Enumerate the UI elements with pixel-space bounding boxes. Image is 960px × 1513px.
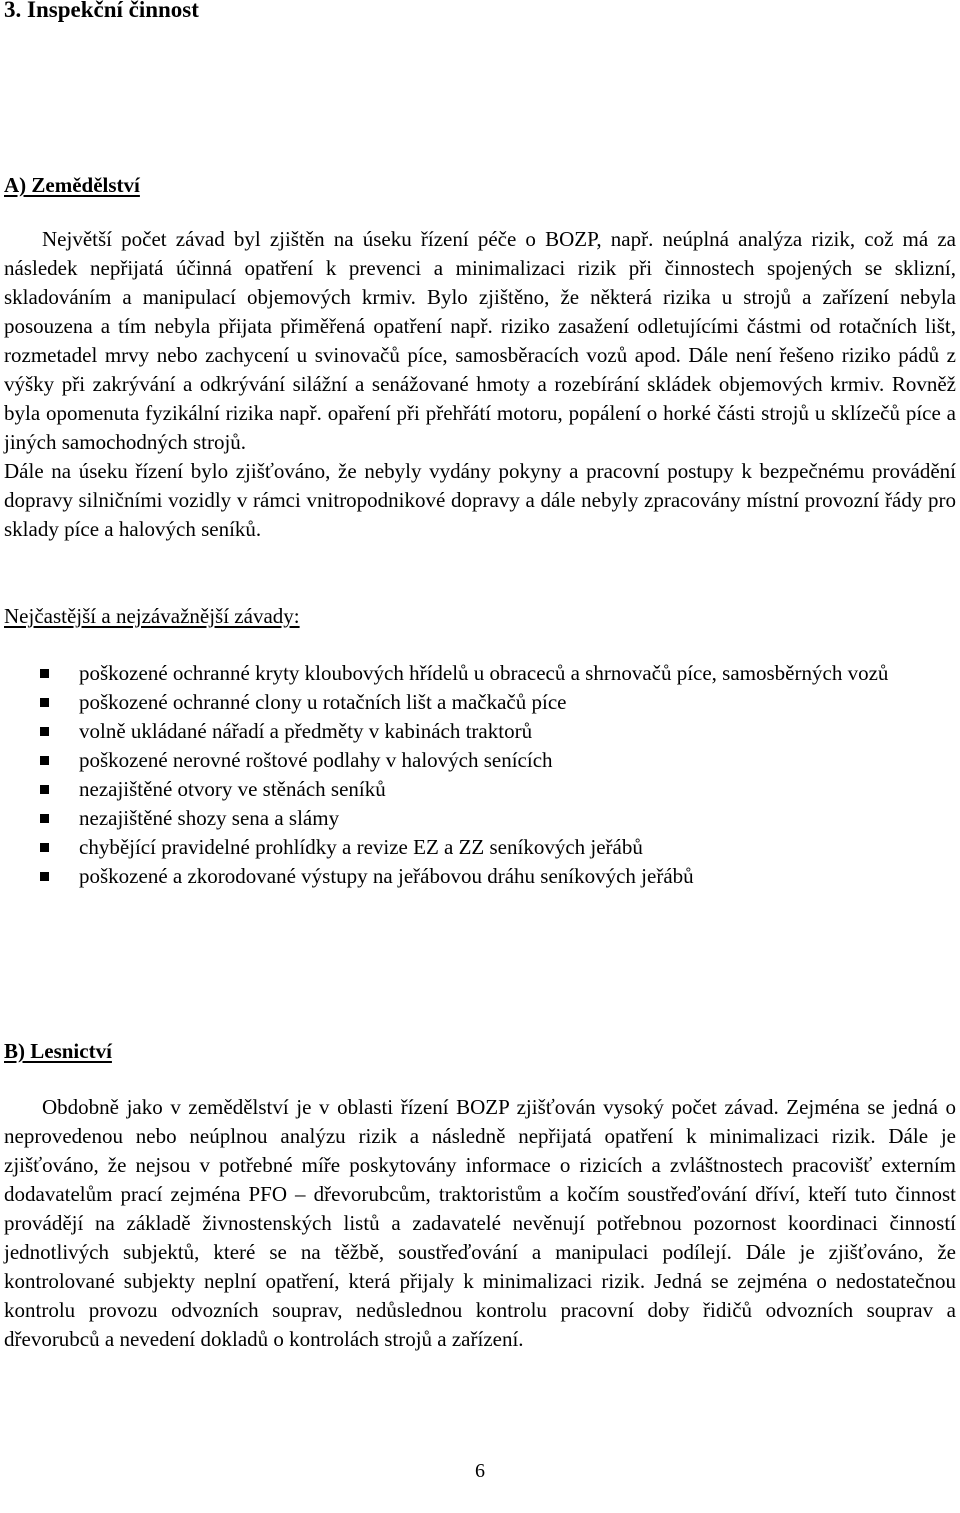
section-a-paragraph-1: Největší počet závad byl zjištěn na úseku řízení péče o BOZP, např. neúplná analýza rizik, což má za následek nepřijatá účinná opatření k prevenci a minimalizaci rizik při činnostech spojených se sklizní, skladováním a manipulací objemových krmiv. Bylo zjištěno, že některá rizika u strojů a zařízení nebyla posouzena a tím nebyla přijata přiměřená opatření např. riziko zasažení odletujícími částmi od rotačních lišt, rozmetadel mrvy nebo zachycení u svinovačů píce, samosběracích vozů apod. Dále není řešeno riziko pádů z výšky při zakrývání a odkrývání silážní a senážované hmoty a rozebírání skládek objemových krmiv. Rovněž byla opomenuta fyzikální rizika např. opaření při přehřátí motoru, popálení o horké části strojů u sklízečů píce a jiných samochodných strojů.: [4, 227, 956, 454]
bullet-square-icon: [40, 669, 49, 678]
section-a-title: A) Zemědělství: [4, 173, 140, 197]
bullet-square-icon: [40, 756, 49, 765]
bullet-square-icon: [40, 814, 49, 823]
bullet-square-icon: [40, 872, 49, 881]
list-item: poškozené a zkorodované výstupy na jeřábovou dráhu seníkových jeřábů: [4, 862, 904, 891]
bullet-square-icon: [40, 785, 49, 794]
list-item: volně ukládané nářadí a předměty v kabinách traktorů: [4, 717, 904, 746]
list-item: chybějící pravidelné prohlídky a revize EZ a ZZ seníkových jeřábů: [4, 833, 904, 862]
section-a-body: [4, 225, 956, 544]
section-a-paragraph-2: Dále na úseku řízení bylo zjišťováno, že nebyly vydány pokyny a pracovní postupy k bezpečnému provádění dopravy silničními vozidly v rámci vnitropodnikové dopravy a dále nebyly zpracovány místní provozní řády pro sklady píce a halových seníků.: [4, 459, 956, 541]
list-item: poškozené ochranné clony u rotačních lišt a mačkačů píce: [4, 688, 904, 717]
bullet-square-icon: [40, 727, 49, 736]
defects-subheading: Nejčastější a nejzávažnější závady:: [4, 604, 300, 628]
section-b-title: B) Lesnictví: [4, 1039, 112, 1063]
list-item: poškozené ochranné kryty kloubových hřídelů u obraceců a shrnovačů píce, samosběrných vozů: [4, 659, 904, 688]
section-b-paragraph-1: Obdobně jako v zemědělství je v oblasti řízení BOZP zjišťován vysoký počet závad. Zejména se jedná o neprovedenou nebo neúplnou analýzu rizik a následně nepřijatá opatření k minimalizaci rizik. Dále je zjišťováno, že nejsou v potřebné míře poskytovány informace o rizicích a zvláštnostech pracovišť externím dodavatelům prací zejména PFO – dřevorubcům, traktoristům a kočím soustřeďování dříví, kteří tuto činnost provádějí na základě živnostenských listů a zadavatelé nevěnují potřebnou pozornost koordinaci činností jednotlivých subjektů, které se na těžbě, soustřeďování a manipulaci podílejí. Dále je zjišťováno, že kontrolované subjekty neplní opatření, která přijaly k minimalizaci rizik. Jedná se zejména o nedostatečnou kontrolu provozu odvozních souprav, nedůslednou kontrolu pracovní doby řidičů odvozních souprav a dřevorubců a nevedení dokladů o kontrolách strojů a zařízení.: [4, 1095, 956, 1351]
list-item: nezajištěné shozy sena a slámy: [4, 804, 904, 833]
bullet-square-icon: [40, 698, 49, 707]
section-b-body: [4, 1093, 956, 1354]
page-number: 6: [475, 1460, 485, 1482]
bullet-square-icon: [40, 843, 49, 852]
list-item: nezajištěné otvory ve stěnách seníků: [4, 775, 904, 804]
chapter-heading: 3. Inspekční činnost: [4, 0, 199, 22]
list-item: poškozené nerovné roštové podlahy v halových senících: [4, 746, 904, 775]
defects-list: [4, 659, 904, 891]
